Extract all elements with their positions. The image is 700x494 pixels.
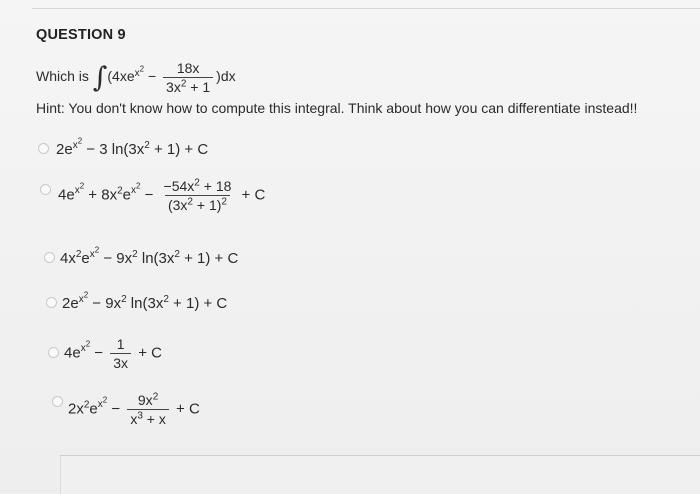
top-divider xyxy=(32,8,700,9)
integrand-term1: (4xe xyxy=(107,68,135,85)
option-c-label[interactable]: $4x^2e^{x^2} - 9x^2$ $\ln(3x^2 + 1) + C$ xyxy=(60,245,239,267)
integrand-tail: )dx xyxy=(216,68,236,85)
radio-option-b[interactable] xyxy=(40,184,51,195)
next-question-area xyxy=(60,455,700,494)
integral-sign: ∫ xyxy=(92,60,108,94)
prompt-prefix: Which is xyxy=(36,68,89,85)
option-b-label[interactable]: $4e^{x^2} + 8x^2e^{x^2}$ − $\frac{-54x^2 + 18}{(3x^2 + 1)^2}$ + C xyxy=(58,177,266,213)
option-d-label[interactable]: $2e^{x^2} - 9x^2$ $\ln(3x^2 + 1) + C$ xyxy=(62,290,228,312)
question-title: QUESTION 9 xyxy=(36,27,126,43)
integrand-fraction: $\frac{18x}{3x^2 + 1}$ xyxy=(163,60,213,95)
radio-option-d[interactable] xyxy=(46,297,57,308)
radio-option-f[interactable] xyxy=(52,396,63,407)
option-f-label[interactable]: $2x^2e^{x^2}$ − $\frac{9x^2}{x^3 + x}$ + C xyxy=(68,391,200,427)
radio-option-a[interactable] xyxy=(38,143,49,154)
radio-option-c[interactable] xyxy=(44,252,55,263)
question-prompt: Which is $\int(4xe^{x^2}$ − $\frac{18x}{3x^2 + 1}$ )dx xyxy=(36,60,236,95)
option-e-label[interactable]: $4e^{x^2}$ − $\frac{1}{3x}$ + C xyxy=(64,336,162,371)
radio-option-e[interactable] xyxy=(48,347,59,358)
option-a-label[interactable]: $2e^{x^2} - 3$ $\ln(3x^2 + 1) + C$ xyxy=(56,136,209,158)
hint-text: Hint: You don't know how to compute this integral. Think about how you can differentiate instead!! xyxy=(36,100,638,116)
